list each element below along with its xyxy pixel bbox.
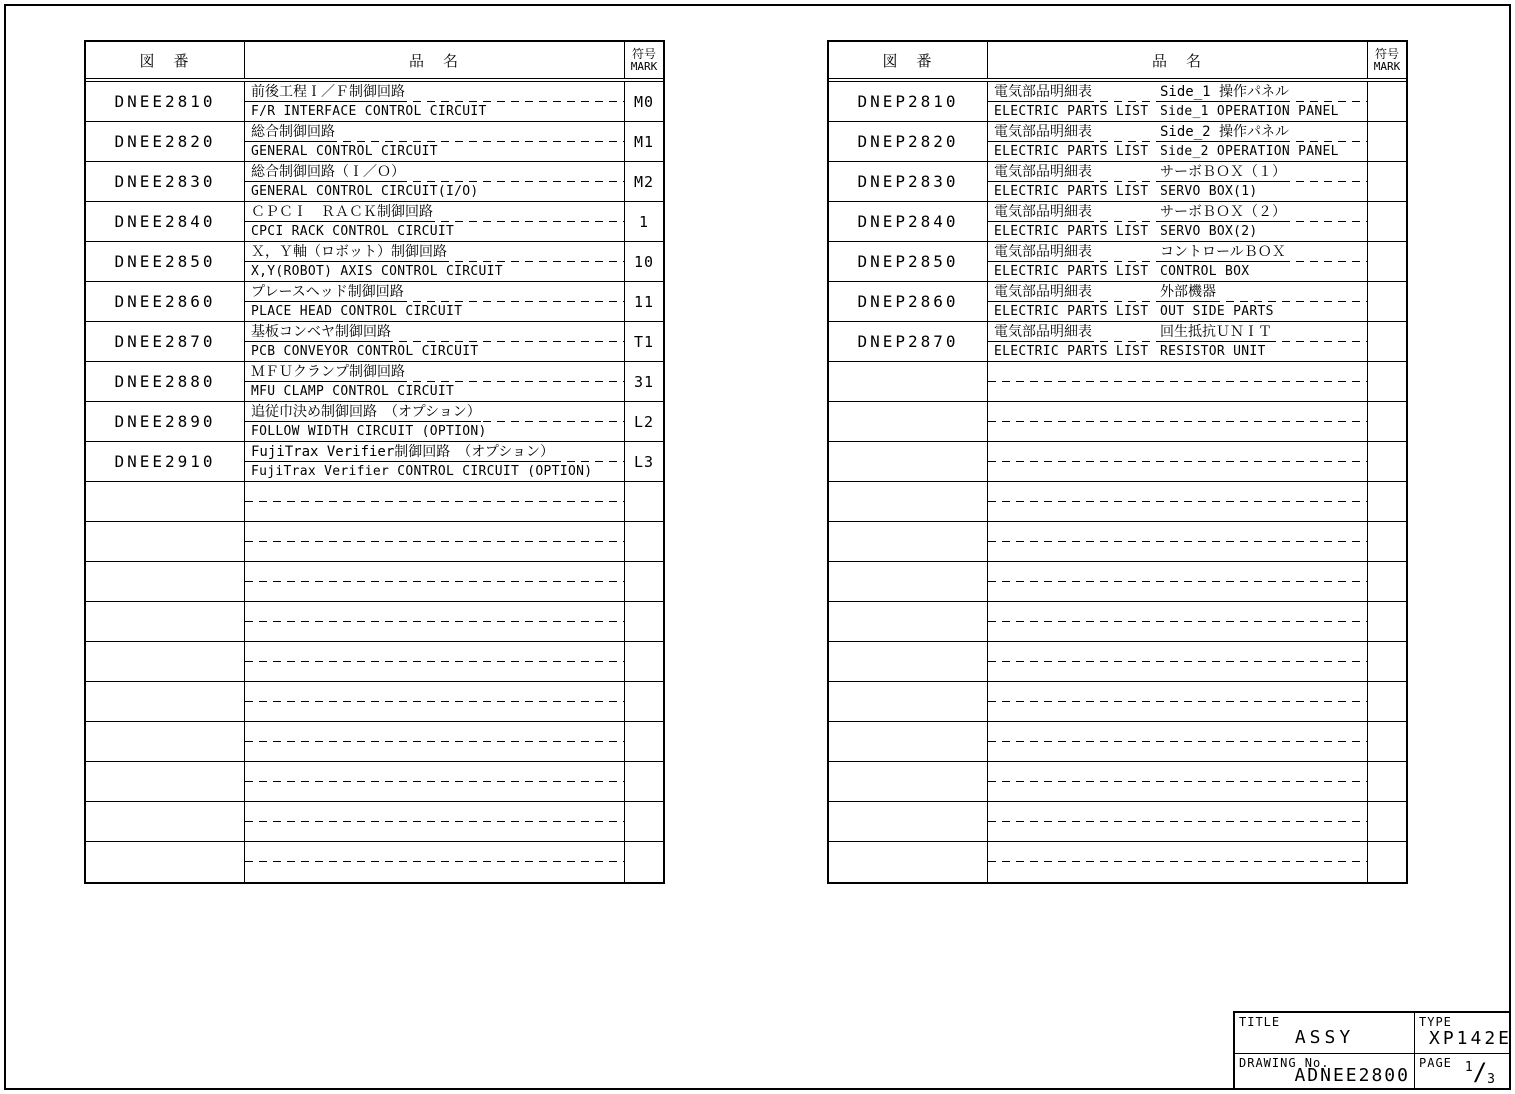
table-row xyxy=(86,82,663,122)
mark-cell: M1 xyxy=(633,132,655,151)
part-name-cell xyxy=(245,602,625,641)
part-name-top-line xyxy=(245,402,624,422)
dashed-midline xyxy=(988,701,1367,702)
table-row-empty xyxy=(86,682,663,722)
part-name-top-line xyxy=(245,322,624,342)
part-name-jp: 電気部品明細表 xyxy=(994,124,1092,140)
drawing-number-cell xyxy=(86,802,245,841)
table-row xyxy=(829,82,1406,122)
mark-cell xyxy=(1368,162,1406,201)
dashed-midline xyxy=(988,381,1367,382)
dashed-midline xyxy=(988,781,1367,782)
part-name-cell xyxy=(988,482,1368,521)
mark-cell xyxy=(1368,402,1406,441)
mark-cell: M0 xyxy=(633,92,655,111)
part-name-bottom-line xyxy=(988,142,1367,161)
drawing-number-cell: DNEE2830 xyxy=(86,162,245,201)
part-name-cell xyxy=(988,322,1368,361)
part-name-en: ELECTRIC PARTS LIST xyxy=(994,104,1149,119)
part-name-jp: 総合制御回路 xyxy=(251,124,335,140)
header-mark xyxy=(1368,42,1406,78)
part-name-top-line xyxy=(245,122,624,142)
part-name-jp: FujiTrax Verifier制御回路 （オプション） xyxy=(251,444,555,460)
mark-cell xyxy=(1368,682,1406,721)
part-name-top-line xyxy=(245,442,624,462)
drawing-number-cell xyxy=(86,682,245,721)
drawing-number-cell: DNEE2810 xyxy=(86,82,245,121)
dashed-midline xyxy=(988,501,1367,502)
dashed-midline xyxy=(988,421,1367,422)
table-header-row xyxy=(86,42,663,82)
drawing-no-cell xyxy=(1235,1054,1415,1088)
part-name-cell xyxy=(988,602,1368,641)
table-row-empty xyxy=(86,802,663,842)
mark-cell xyxy=(625,682,663,721)
part-name-en: PCB CONVEYOR CONTROL CIRCUIT xyxy=(251,344,479,359)
part-name-jp: 電気部品明細表 xyxy=(994,84,1092,100)
part-name-jp-right: サーボＢＯＸ（２） xyxy=(1160,204,1286,220)
mark-cell: M2 xyxy=(633,172,655,191)
dashed-midline xyxy=(245,781,624,782)
drawing-number-cell xyxy=(829,602,988,641)
part-name-top-line xyxy=(988,282,1367,302)
mark-cell xyxy=(625,602,663,641)
part-name-cell xyxy=(245,282,625,321)
part-name-bottom-line xyxy=(245,102,624,121)
drawing-number-cell xyxy=(829,442,988,481)
title-cell xyxy=(1235,1013,1415,1054)
table-row-empty xyxy=(86,522,663,562)
part-name-cell xyxy=(245,842,625,882)
part-name-en: CPCI RACK CONTROL CIRCUIT xyxy=(251,224,455,239)
part-name-cell xyxy=(988,402,1368,441)
drawing-number-cell: DNEE2890 xyxy=(86,402,245,441)
part-name-bottom-line xyxy=(988,342,1367,361)
part-name-cell xyxy=(988,562,1368,601)
drawing-number-cell xyxy=(829,362,988,401)
part-name-cell xyxy=(245,802,625,841)
part-name-bottom-line xyxy=(245,302,624,321)
part-name-bottom-line xyxy=(988,262,1367,281)
part-name-cell xyxy=(988,522,1368,561)
part-name-cell xyxy=(245,442,625,481)
drawing-number-cell xyxy=(86,642,245,681)
mark-cell: 11 xyxy=(633,292,655,311)
table-row xyxy=(86,402,663,442)
dashed-midline xyxy=(245,701,624,702)
part-name-jp: 基板コンベヤ制御回路 xyxy=(251,324,391,340)
part-name-cell xyxy=(988,122,1368,161)
table-row-empty xyxy=(829,362,1406,402)
part-name-cell xyxy=(988,642,1368,681)
mark-cell xyxy=(1368,842,1406,882)
table-row xyxy=(86,442,663,482)
part-name-en-right: CONTROL BOX xyxy=(1160,264,1250,279)
table-row-empty xyxy=(829,562,1406,602)
part-name-jp: ＣＰＣＩ ＲＡＣＫ制御回路 xyxy=(251,204,433,220)
table-row xyxy=(86,162,663,202)
table-row-empty xyxy=(86,642,663,682)
table-header-row xyxy=(829,42,1406,82)
part-name-cell xyxy=(988,802,1368,841)
part-name-en: F/R INTERFACE CONTROL CIRCUIT xyxy=(251,104,487,119)
header-mark-en: MARK xyxy=(1373,59,1401,73)
dashed-midline xyxy=(245,741,624,742)
part-name-en: GENERAL CONTROL CIRCUIT xyxy=(251,144,438,159)
page-numerator: 1 xyxy=(1464,1060,1473,1075)
mark-cell: 1 xyxy=(638,212,650,231)
part-name-cell xyxy=(245,162,625,201)
table-row xyxy=(86,122,663,162)
part-name-top-line xyxy=(988,162,1367,182)
drawing-number-cell xyxy=(829,722,988,761)
part-name-top-line xyxy=(988,202,1367,222)
part-name-en: ELECTRIC PARTS LIST xyxy=(994,184,1149,199)
table-row xyxy=(829,122,1406,162)
part-name-jp-right: Side_2 操作パネル xyxy=(1160,124,1290,140)
part-name-en-right: Side_2 OPERATION PANEL xyxy=(1160,144,1339,159)
parts-table-right xyxy=(827,40,1408,884)
part-name-en: ELECTRIC PARTS LIST xyxy=(994,304,1149,319)
drawing-number-cell: DNEE2880 xyxy=(86,362,245,401)
dashed-midline xyxy=(245,621,624,622)
dashed-midline xyxy=(988,581,1367,582)
header-mark-jp: 符号 xyxy=(1374,46,1399,61)
dashed-midline xyxy=(245,861,624,862)
page-denominator: 3 xyxy=(1487,1072,1495,1087)
part-name-en: ELECTRIC PARTS LIST xyxy=(994,224,1149,239)
part-name-cell xyxy=(245,202,625,241)
drawing-no-label: DRAWING No. xyxy=(1239,1056,1330,1070)
part-name-bottom-line xyxy=(988,222,1367,241)
part-name-en: GENERAL CONTROL CIRCUIT(I/O) xyxy=(251,184,479,199)
part-name-bottom-line xyxy=(988,182,1367,201)
drawing-number-cell xyxy=(86,762,245,801)
part-name-jp: 電気部品明細表 xyxy=(994,164,1092,180)
part-name-bottom-line xyxy=(988,102,1367,121)
header-part-name: 品 名 xyxy=(988,42,1368,78)
mark-cell: L2 xyxy=(633,412,655,431)
header-mark-jp: 符号 xyxy=(631,46,656,61)
part-name-bottom-line xyxy=(245,342,624,361)
drawing-number-cell: DNEP2830 xyxy=(829,162,988,201)
drawing-number-cell xyxy=(86,482,245,521)
drawing-number-cell xyxy=(829,562,988,601)
dashed-midline xyxy=(245,581,624,582)
part-name-cell xyxy=(988,362,1368,401)
mark-cell xyxy=(1368,762,1406,801)
type-cell xyxy=(1415,1013,1513,1054)
part-name-jp-right: サーボＢＯＸ（１） xyxy=(1160,164,1286,180)
mark-cell xyxy=(1368,562,1406,601)
page-fraction-slash: / xyxy=(1472,1058,1488,1086)
drawing-number-cell xyxy=(86,522,245,561)
part-name-bottom-line xyxy=(245,222,624,241)
part-name-cell xyxy=(988,842,1368,882)
part-name-jp: 総合制御回路（Ｉ／Ｏ） xyxy=(251,164,405,180)
drawing-number-cell: DNEE2870 xyxy=(86,322,245,361)
table-row-empty xyxy=(86,482,663,522)
part-name-top-line xyxy=(245,362,624,382)
part-name-bottom-line xyxy=(245,462,624,481)
part-name-cell xyxy=(245,122,625,161)
drawing-number-cell xyxy=(829,682,988,721)
mark-cell xyxy=(1368,202,1406,241)
drawing-number-cell xyxy=(86,842,245,882)
drawing-number-cell xyxy=(829,402,988,441)
mark-cell xyxy=(1368,322,1406,361)
mark-cell xyxy=(1368,242,1406,281)
part-name-jp: 電気部品明細表 xyxy=(994,244,1092,260)
table-row xyxy=(86,202,663,242)
page-cell xyxy=(1415,1054,1509,1088)
table-row-empty xyxy=(829,762,1406,802)
part-name-cell xyxy=(988,722,1368,761)
mark-cell xyxy=(625,562,663,601)
table-row-empty xyxy=(829,522,1406,562)
header-mark xyxy=(625,42,663,78)
part-name-cell xyxy=(988,762,1368,801)
part-name-en-right: OUT SIDE PARTS xyxy=(1160,304,1274,319)
dashed-midline xyxy=(988,461,1367,462)
table-row-empty xyxy=(86,722,663,762)
part-name-en: ELECTRIC PARTS LIST xyxy=(994,264,1149,279)
parts-table-left xyxy=(84,40,665,884)
part-name-cell xyxy=(245,402,625,441)
dashed-midline xyxy=(245,541,624,542)
part-name-top-line xyxy=(245,282,624,302)
drawing-number-cell: DNEP2840 xyxy=(829,202,988,241)
part-name-cell xyxy=(988,682,1368,721)
part-name-cell xyxy=(988,442,1368,481)
part-name-top-line xyxy=(988,82,1367,102)
part-name-jp-right: 外部機器 xyxy=(1160,284,1216,300)
dashed-midline xyxy=(988,621,1367,622)
part-name-top-line xyxy=(988,122,1367,142)
table-row-empty xyxy=(829,802,1406,842)
part-name-cell xyxy=(245,242,625,281)
mark-cell: 31 xyxy=(633,372,655,391)
table-row-empty xyxy=(86,842,663,882)
mark-cell xyxy=(1368,522,1406,561)
mark-cell xyxy=(1368,602,1406,641)
part-name-cell xyxy=(245,362,625,401)
mark-cell xyxy=(1368,802,1406,841)
dashed-midline xyxy=(245,821,624,822)
table-row-empty xyxy=(829,442,1406,482)
mark-cell xyxy=(1368,282,1406,321)
table-row-empty xyxy=(86,602,663,642)
part-name-cell xyxy=(245,522,625,561)
part-name-cell xyxy=(245,642,625,681)
part-name-cell xyxy=(245,82,625,121)
part-name-en: FOLLOW WIDTH CIRCUIT (OPTION) xyxy=(251,424,487,439)
drawing-number-cell xyxy=(86,602,245,641)
drawing-number-cell: DNEP2820 xyxy=(829,122,988,161)
page-label: PAGE xyxy=(1419,1056,1452,1070)
part-name-en: FujiTrax Verifier CONTROL CIRCUIT (OPTION) xyxy=(251,464,593,479)
part-name-en-right: Side_1 OPERATION PANEL xyxy=(1160,104,1339,119)
table-row-empty xyxy=(829,682,1406,722)
drawing-number-cell: DNEP2810 xyxy=(829,82,988,121)
table-row-empty xyxy=(86,762,663,802)
part-name-bottom-line xyxy=(245,142,624,161)
part-name-bottom-line xyxy=(245,422,624,441)
title-block xyxy=(1233,1011,1513,1088)
part-name-bottom-line xyxy=(245,382,624,401)
dashed-midline xyxy=(988,861,1367,862)
drawing-number-cell xyxy=(829,842,988,882)
drawing-number-cell xyxy=(86,722,245,761)
part-name-jp: Ｘ，Ｙ軸（ロボット）制御回路 xyxy=(251,244,447,260)
dashed-midline xyxy=(245,501,624,502)
dashed-midline xyxy=(988,741,1367,742)
table-row-empty xyxy=(829,602,1406,642)
table-row-empty xyxy=(86,562,663,602)
drawing-number-cell: DNEE2840 xyxy=(86,202,245,241)
mark-cell xyxy=(1368,442,1406,481)
part-name-cell xyxy=(245,322,625,361)
header-drawing-number: 図 番 xyxy=(86,42,245,78)
part-name-en: X,Y(ROBOT) AXIS CONTROL CIRCUIT xyxy=(251,264,503,279)
part-name-cell xyxy=(988,202,1368,241)
mark-cell: L3 xyxy=(633,452,655,471)
part-name-cell xyxy=(988,282,1368,321)
mark-cell xyxy=(1368,722,1406,761)
part-name-bottom-line xyxy=(245,182,624,201)
header-mark-en: MARK xyxy=(630,59,658,73)
header-drawing-number: 図 番 xyxy=(829,42,988,78)
title-value: ASSY xyxy=(1294,1027,1355,1048)
table-row xyxy=(86,362,663,402)
table-row-empty xyxy=(829,402,1406,442)
drawing-number-cell: DNEE2850 xyxy=(86,242,245,281)
part-name-jp: 前後工程Ｉ／Ｆ制御回路 xyxy=(251,84,405,100)
part-name-jp-right: 回生抵抗ＵＮＩＴ xyxy=(1160,324,1272,340)
table-body xyxy=(829,82,1406,882)
mark-cell xyxy=(625,522,663,561)
drawing-number-cell xyxy=(829,802,988,841)
mark-cell xyxy=(1368,122,1406,161)
part-name-jp: 電気部品明細表 xyxy=(994,284,1092,300)
part-name-en-right: RESISTOR UNIT xyxy=(1160,344,1266,359)
type-value: XP142E xyxy=(1429,1028,1513,1049)
mark-cell xyxy=(625,842,663,882)
drawing-number-cell: DNEE2910 xyxy=(86,442,245,481)
drawing-number-cell: DNEP2860 xyxy=(829,282,988,321)
table-row xyxy=(86,242,663,282)
part-name-cell xyxy=(245,682,625,721)
table-row-empty xyxy=(829,642,1406,682)
dashed-midline xyxy=(988,541,1367,542)
part-name-jp: ＭＦＵクランプ制御回路 xyxy=(251,364,405,380)
dashed-midline xyxy=(988,661,1367,662)
dashed-midline xyxy=(245,661,624,662)
drawing-number-cell: DNEP2850 xyxy=(829,242,988,281)
table-row-empty xyxy=(829,722,1406,762)
part-name-top-line xyxy=(988,242,1367,262)
part-name-cell xyxy=(245,762,625,801)
part-name-jp: 電気部品明細表 xyxy=(994,204,1092,220)
part-name-cell xyxy=(245,722,625,761)
mark-cell xyxy=(625,482,663,521)
table-row xyxy=(829,202,1406,242)
part-name-top-line xyxy=(245,162,624,182)
table-row xyxy=(86,282,663,322)
drawing-number-cell: DNEE2860 xyxy=(86,282,245,321)
mark-cell: T1 xyxy=(633,332,655,351)
part-name-en: PLACE HEAD CONTROL CIRCUIT xyxy=(251,304,463,319)
title-label: TITLE xyxy=(1239,1015,1281,1029)
part-name-bottom-line xyxy=(988,302,1367,321)
table-row-empty xyxy=(829,482,1406,522)
header-part-name: 品 名 xyxy=(245,42,625,78)
part-name-top-line xyxy=(245,82,624,102)
mark-cell xyxy=(1368,362,1406,401)
mark-cell xyxy=(625,762,663,801)
part-name-en: ELECTRIC PARTS LIST xyxy=(994,144,1149,159)
part-name-top-line xyxy=(245,242,624,262)
drawing-no-value: ADNEE2800 xyxy=(1294,1065,1410,1086)
part-name-jp-right: コントロールＢＯＸ xyxy=(1160,244,1286,260)
table-row xyxy=(829,242,1406,282)
drawing-number-cell xyxy=(829,522,988,561)
mark-cell: 10 xyxy=(633,252,655,271)
part-name-en: MFU CLAMP CONTROL CIRCUIT xyxy=(251,384,455,399)
drawing-number-cell xyxy=(829,642,988,681)
part-name-cell xyxy=(988,242,1368,281)
part-name-top-line xyxy=(245,202,624,222)
part-name-en: ELECTRIC PARTS LIST xyxy=(994,344,1149,359)
table-row xyxy=(86,322,663,362)
part-name-jp: プレースヘッド制御回路 xyxy=(251,284,404,300)
part-name-jp: 追従巾決め制御回路 （オプション） xyxy=(251,404,481,420)
drawing-number-cell: DNEP2870 xyxy=(829,322,988,361)
drawing-number-cell xyxy=(829,762,988,801)
dashed-midline xyxy=(988,821,1367,822)
drawing-number-cell: DNEE2820 xyxy=(86,122,245,161)
table-row xyxy=(829,322,1406,362)
mark-cell xyxy=(1368,82,1406,121)
part-name-cell xyxy=(245,562,625,601)
part-name-cell xyxy=(988,82,1368,121)
part-name-cell xyxy=(245,482,625,521)
mark-cell xyxy=(1368,642,1406,681)
drawing-number-cell xyxy=(86,562,245,601)
mark-cell xyxy=(625,722,663,761)
part-name-bottom-line xyxy=(245,262,624,281)
table-body xyxy=(86,82,663,882)
mark-cell xyxy=(625,802,663,841)
drawing-number-cell xyxy=(829,482,988,521)
mark-cell xyxy=(625,642,663,681)
part-name-top-line xyxy=(988,322,1367,342)
mark-cell xyxy=(1368,482,1406,521)
part-name-en-right: SERVO BOX(2) xyxy=(1160,224,1258,239)
table-row xyxy=(829,282,1406,322)
type-label: TYPE xyxy=(1419,1015,1452,1029)
table-row xyxy=(829,162,1406,202)
part-name-jp: 電気部品明細表 xyxy=(994,324,1092,340)
part-name-jp-right: Side_1 操作パネル xyxy=(1160,84,1290,100)
page-number xyxy=(1465,1058,1495,1087)
table-row-empty xyxy=(829,842,1406,882)
part-name-en-right: SERVO BOX(1) xyxy=(1160,184,1258,199)
part-name-cell xyxy=(988,162,1368,201)
